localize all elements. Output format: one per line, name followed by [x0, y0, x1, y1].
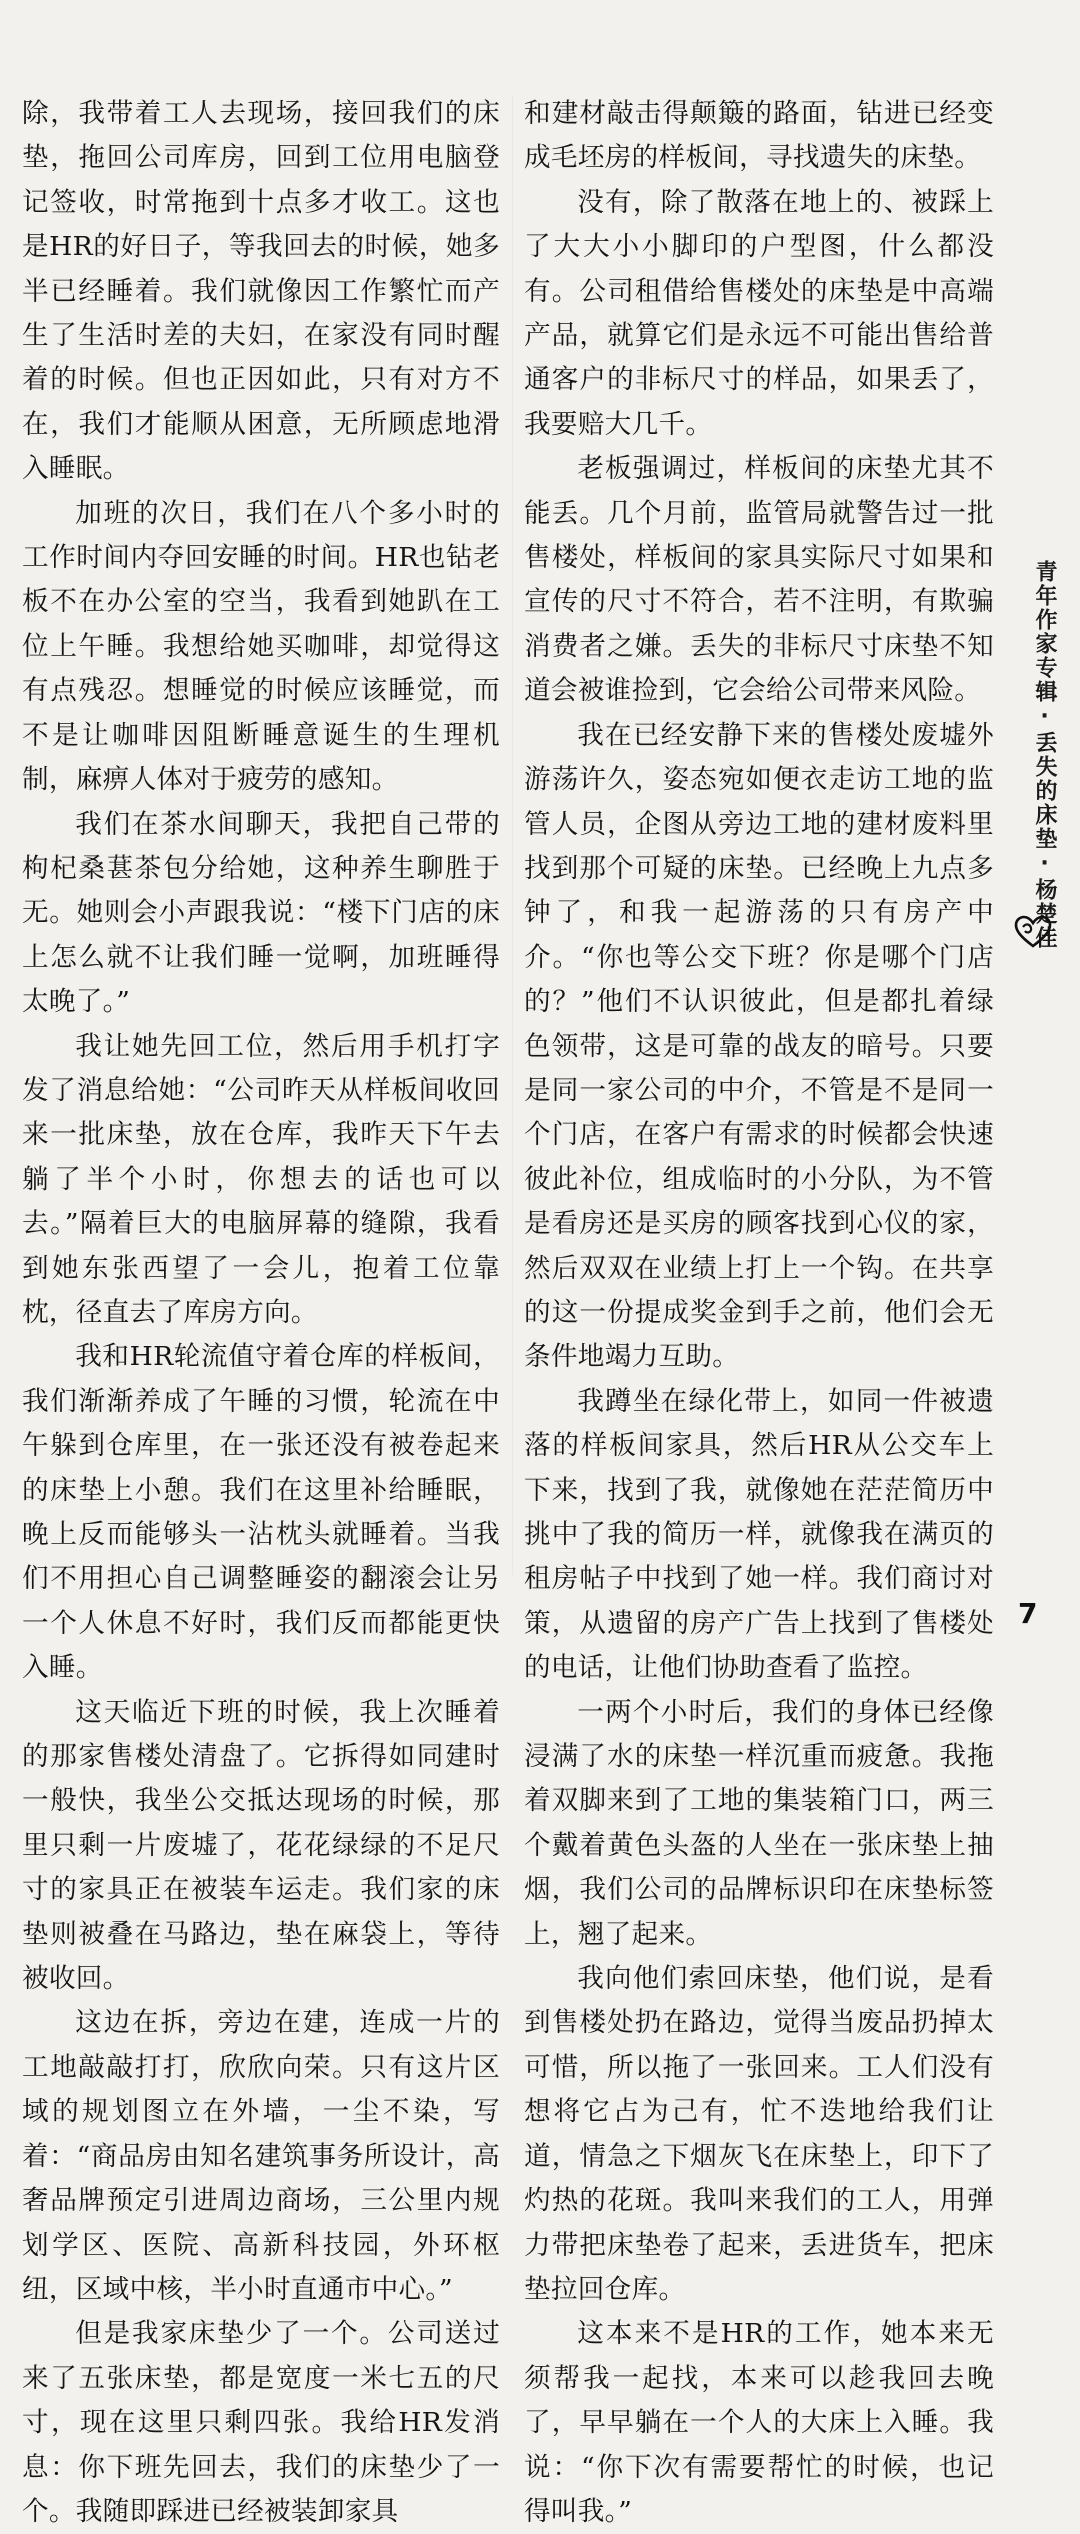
paragraph: 但是我家床垫少了一个。公司送过来了五张床垫，都是宽度一米七五的尺寸，现在这里只剩四张。我给HR发消息：你下班先回去，我们的床垫少了一个。我随即踩进已经被装卸家具: [22, 2318, 500, 2527]
author-name: 杨楚佳: [1032, 878, 1057, 950]
column-gutter: [512, 95, 513, 1575]
paragraph: 我在已经安静下来的售楼处废墟外游荡许久，姿态宛如便衣走访工地的监管人员，企图从旁边工地的建材废料里找到那个可疑的床垫。已经晚上九点多钟了，和我一起游荡的只有房产中介。“你也等公交下班？你是哪个门店的？”他们不认识彼此，但是都扎着绿色领带，这是可靠的战友的暗号。只要是同一家公司的中介，不管是不是同一个门店，在客户有需求的时候都会快速彼此补位，组成临时的小分队，为不管是看房还是买房的顾客找到心仪的家，然后双双在业绩上打上一个钩。在共享的这一份提成奖金到手之前，他们会无条件地竭力互助。: [524, 719, 994, 1373]
heart-icon: [1013, 915, 1053, 949]
series-name: 青年作家专辑: [1032, 560, 1057, 704]
paragraph: 加班的次日，我们在八个多小时的工作时间内夺回安睡的时间。HR也钻老板不在办公室的空当，我看到她趴在工位上午睡。我想给她买咖啡，却觉得这有点残忍。想睡觉的时候应该睡觉，而不是让咖啡因阻断睡意诞生的生理机制，麻痹人体对于疲劳的感知。: [22, 497, 500, 796]
story-title: 丢失的床垫: [1032, 731, 1057, 851]
left-column: [22, 92, 500, 2534]
paragraph: 这本来不是HR的工作，她本来无须帮我一起找，本来可以趁我回去晚了，早早躺在一个人的大床上入睡。我说：“你下次有需要帮忙的时候，也记得叫我。”: [524, 2318, 994, 2527]
paragraph: 和建材敲击得颠簸的路面，钻进已经变成毛坯房的样板间，寻找遗失的床垫。: [524, 98, 994, 174]
paragraph: 这边在拆，旁边在建，连成一片的工地敲敲打打，欣欣向荣。只有这片区域的规划图立在外墙，一尘不染，写着：“商品房由知名建筑事务所设计，高奢品牌预定引进周边商场，三公里内规划学区、医院、高新科技园，外环枢纽，区域中核，半小时直通市中心。”: [22, 2007, 500, 2305]
paragraph: 这天临近下班的时候，我上次睡着的那家售楼处清盘了。它拆得如同建时一般快，我坐公交抵达现场的时候，那里只剩一片废墟了，花花绿绿的不足尺寸的家具正在被装车运走。我们家的床垫则被叠在马路边，垫在麻袋上，等待被收回。: [22, 1696, 500, 1995]
page-number: 7: [1018, 1597, 1038, 1630]
paragraph: 我向他们索回床垫，他们说，是看到售楼处扔在路边，觉得当废品扔掉太可惜，所以拖了一张回来。工人们没有想将它占为己有，忙不迭地给我们让道，情急之下烟灰飞在床垫上，印下了灼热的花斑。我叫来我们的工人，用弹力带把床垫卷了起来，丢进货车，把床垫拉回仓库。: [524, 1963, 994, 2305]
separator: ·: [1032, 704, 1057, 731]
paragraph: 我们在茶水间聊天，我把自己带的枸杞桑葚茶包分给她，这种养生聊胜于无。她则会小声跟我说：“楼下门店的床上怎么就不让我们睡一觉啊，加班睡得太晚了。”: [22, 808, 500, 1018]
paragraph: 我让她先回工位，然后用手机打字发了消息给她：“公司昨天从样板间收回来一批床垫，放在仓库，我昨天下午去躺了半个小时，你想去的话也可以去。”隔着巨大的电脑屏幕的缝隙，我看到她东张西望了一会儿，抱着工位靠枕，径直去了库房方向。: [22, 1030, 500, 1328]
paragraph: 我蹲坐在绿化带上，如同一件被遗落的样板间家具，然后HR从公交车上下来，找到了我，就像她在茫茫简历中挑中了我的简历一样，就像我在满页的租房帖子中找到了她一样。我们商讨对策，从遗留的房产广告上找到了售楼处的电话，让他们协助查看了监控。: [524, 1385, 994, 1684]
paragraph: 老板强调过，样板间的床垫尤其不能丢。几个月前，监管局就警告过一批售楼处，样板间的家具实际尺寸如果和宣传的尺寸不符合，若不注明，有欺骗消费者之嫌。丢失的非标尺寸床垫不知道会被谁捡到，它会给公司带来风险。: [524, 453, 994, 707]
paragraph: 我和HR轮流值守着仓库的样板间，我们渐渐养成了午睡的习惯，轮流在中午躲到仓库里，在一张还没有被卷起来的床垫上小憩。我们在这里补给睡眠，晚上反而能够头一沾枕头就睡着。当我们不用担心自己调整睡姿的翻滚会让另一个人休息不好时，我们反而都能更快入睡。: [22, 1341, 500, 1684]
paragraph: 一两个小时后，我们的身体已经像浸满了水的床垫一样沉重而疲惫。我拖着双脚来到了工地的集装箱门口，两三个戴着黄色头盔的人坐在一张床垫上抽烟，我们公司的品牌标识印在床垫标签上，翘了起来。: [524, 1696, 994, 1950]
running-header: [1024, 560, 1060, 950]
paragraph: 没有，除了散落在地上的、被踩上了大大小小脚印的户型图，什么都没有。公司租借给售楼处的床垫是中高端产品，就算它们是永远不可能出售给普通客户的非标尺寸的样品，如果丢了，我要赔大几千。: [524, 186, 994, 440]
paragraph: 除，我带着工人去现场，接回我们的床垫，拖回公司库房，回到工位用电脑登记签收，时常拖到十点多才收工。这也是HR的好日子，等我回去的时候，她多半已经睡着。我们就像因工作繁忙而产生了生活时差的夫妇，在家没有同时醒着的时候。但也正因如此，只有对方不在，我们才能顺从困意，无所顾虑地滑入睡眠。: [22, 98, 500, 485]
right-column: [524, 92, 994, 2534]
separator: ·: [1032, 851, 1057, 878]
